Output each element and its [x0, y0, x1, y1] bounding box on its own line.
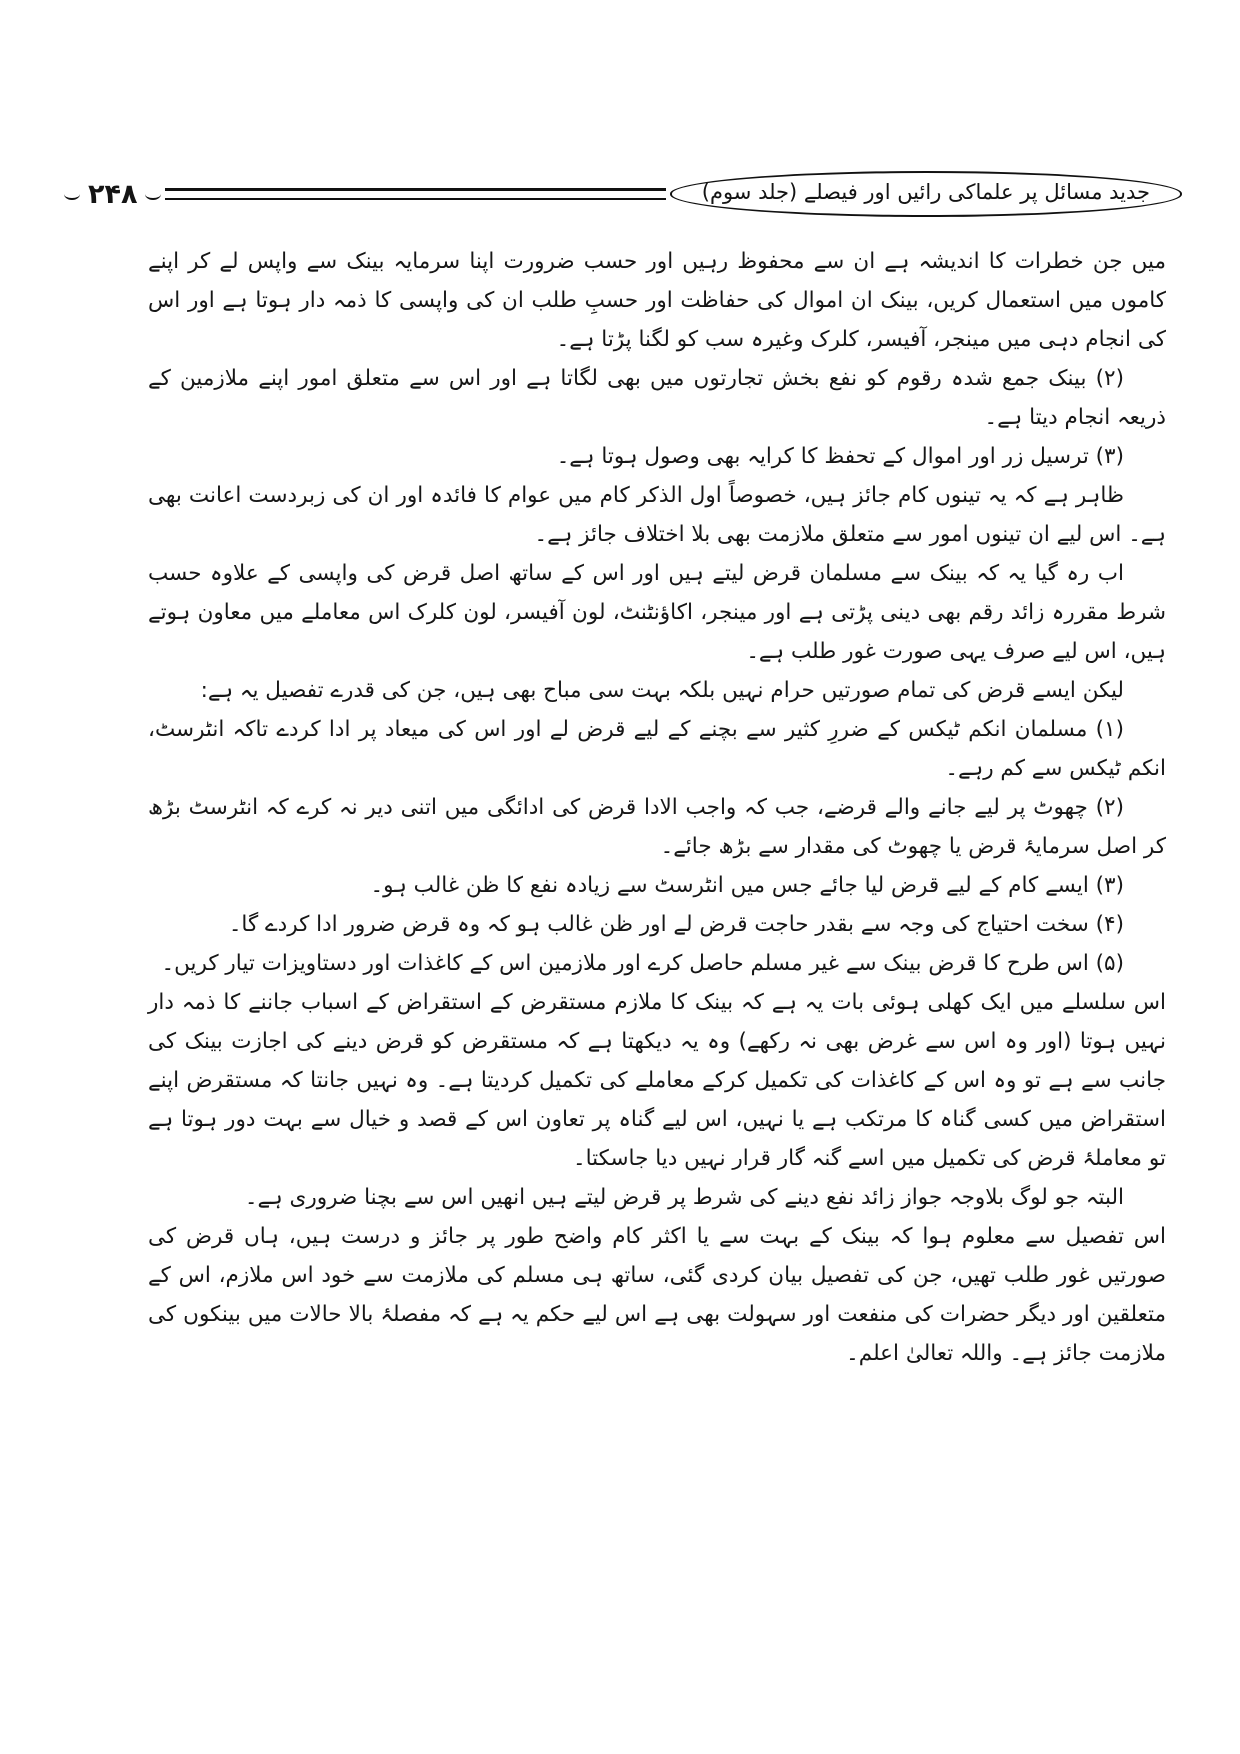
list-item-3b: (۳) ایسے کام کے لیے قرض لیا جائے جس میں انٹرسٹ سے زیادہ نفع کا ظن غالب ہو۔	[370, 873, 1124, 898]
body-text	[148, 242, 1166, 1373]
list-item-2: (۲) بینک جمع شدہ رقوم کو نفع بخش تجارتوں میں بھی لگاتا ہے اور اس سے متعلق امور اپنے ملازمین کے ذریعہ انجام دیتا ہے۔	[148, 366, 1166, 430]
page-number-block	[64, 179, 161, 210]
list-item-5b: (۵) اس طرح کا قرض بینک سے غیر مسلم حاصل کرے اور ملازمین اس کے کاغذات اور دستاویزات تیار کریں۔	[161, 951, 1124, 976]
page-number-flourish-right	[145, 188, 161, 200]
page-header	[64, 168, 1182, 220]
paragraph-closing: اس تفصیل سے معلوم ہوا کہ بینک کے بہت سے یا اکثر کام واضح طور پر جائز و درست ہیں، ہاں قرض کی صورتیں غور طلب تھیں، جن کی تفصیل بیان کردی گئی، ساتھ ہی مسلم کی ملازمت سے خود اس ملازم، اس کے متعلقین اور دیگر حضرات کی منفعت اور سہولت بھی ہے اس لیے حکم یہ ہے کہ مفصلۂ بالا حالات میں بینکوں کی ملازمت جائز ہے۔ واللہ تعالیٰ اعلم۔	[148, 1224, 1166, 1366]
list-item-3: (۳) ترسیل زر اور اموال کے تحفظ کا کرایہ بھی وصول ہوتا ہے۔	[556, 444, 1124, 469]
paragraph: ظاہر ہے کہ یہ تینوں کام جائز ہیں، خصوصاً اول الذکر کام میں عوام کا فائدہ اور ان کی زبردست اعانت بھی ہے۔ اس لیے ان تینوں امور سے متعلق ملازمت بھی بلا اختلاف جائز ہے۔	[148, 483, 1166, 547]
paragraph-continuation: میں جن خطرات کا اندیشہ ہے ان سے محفوظ رہیں اور حسب ضرورت اپنا سرمایہ بینک سے واپس لے کر اپنے کاموں میں استعمال کریں، بینک ان اموال کی حفاظت اور حسبِ طلب ان کی واپسی کا ذمہ دار ہوتا ہے اور اس کی انجام دہی میں مینجر، آفیسر، کلرک وغیرہ سب کو لگنا پڑتا ہے۔	[148, 249, 1166, 352]
paragraph: البتہ جو لوگ بلاوجہ جواز زائد نفع دینے کی شرط پر قرض لیتے ہیں انھیں اس سے بچنا ضروری ہے۔	[244, 1185, 1124, 1210]
paragraph: اس سلسلے میں ایک کھلی ہوئی بات یہ ہے کہ بینک کا ملازم مستقرض کے استقراض کے اسباب جاننے کا ذمہ دار نہیں ہوتا (اور وہ اس سے غرض بھی نہ رکھے) وہ یہ دیکھتا ہے کہ مستقرض کو قرض دینے کی اجازت بینک کی جانب سے ہے تو وہ اس کے کاغذات کی تکمیل کرکے معاملے کی تکمیل کردیتا ہے۔ وہ نہیں جانتا کہ مستقرض اپنے استقراض میں کسی گناہ کا مرتکب ہے یا نہیں، اس لیے گناہ پر تعاون اس کے قصد و خیال سے بہت دور ہوتا ہے تو معاملۂ قرض کی تکمیل میں اسے گنہ گار قرار نہیں دیا جاسکتا۔	[148, 990, 1166, 1171]
page-number-flourish-left	[64, 188, 80, 200]
paragraph: لیکن ایسے قرض کی تمام صورتیں حرام نہیں بلکہ بہت سی مباح بھی ہیں، جن کی قدرے تفصیل یہ ہے:	[200, 678, 1124, 703]
list-item-1b: (۱) مسلمان انکم ٹیکس کے ضررِ کثیر سے بچنے کے لیے قرض لے اور اس کی میعاد پر ادا کردے تاکہ انٹرسٹ، انکم ٹیکس سے کم رہے۔	[148, 717, 1166, 781]
list-item-4b: (۴) سخت احتیاج کی وجہ سے بقدر حاجت قرض لے اور ظن غالب ہو کہ وہ قرض ضرور ادا کردے گا۔	[228, 912, 1124, 937]
header-title: جدید مسائل پر علماکی رائیں اور فیصلے (جلد سوم)	[701, 180, 1150, 205]
list-item-2b: (۲) چھوٹ پر لیے جانے والے قرضے، جب کہ واجب الادا قرض کی ادائگی میں اتنی دیر نہ کرے کہ انٹرسٹ بڑھ کر اصل سرمایۂ قرض یا چھوٹ کی مقدار سے بڑھ جائے۔	[148, 795, 1166, 859]
header-rule	[165, 188, 665, 200]
paragraph: اب رہ گیا یہ کہ بینک سے مسلمان قرض لیتے ہیں اور اس کے ساتھ اصل قرض کی واپسی کے علاوہ حسب شرط مقررہ زائد رقم بھی دینی پڑتی ہے اور مینجر، اکاؤنٹنٹ، لون آفیسر، لون کلرک اس معاملے میں معاون ہوتے ہیں، اس لیے صرف یہی صورت غور طلب ہے۔	[148, 561, 1166, 664]
header-title-cartouche	[670, 171, 1182, 216]
page-number: ۲۴۸	[88, 178, 138, 210]
